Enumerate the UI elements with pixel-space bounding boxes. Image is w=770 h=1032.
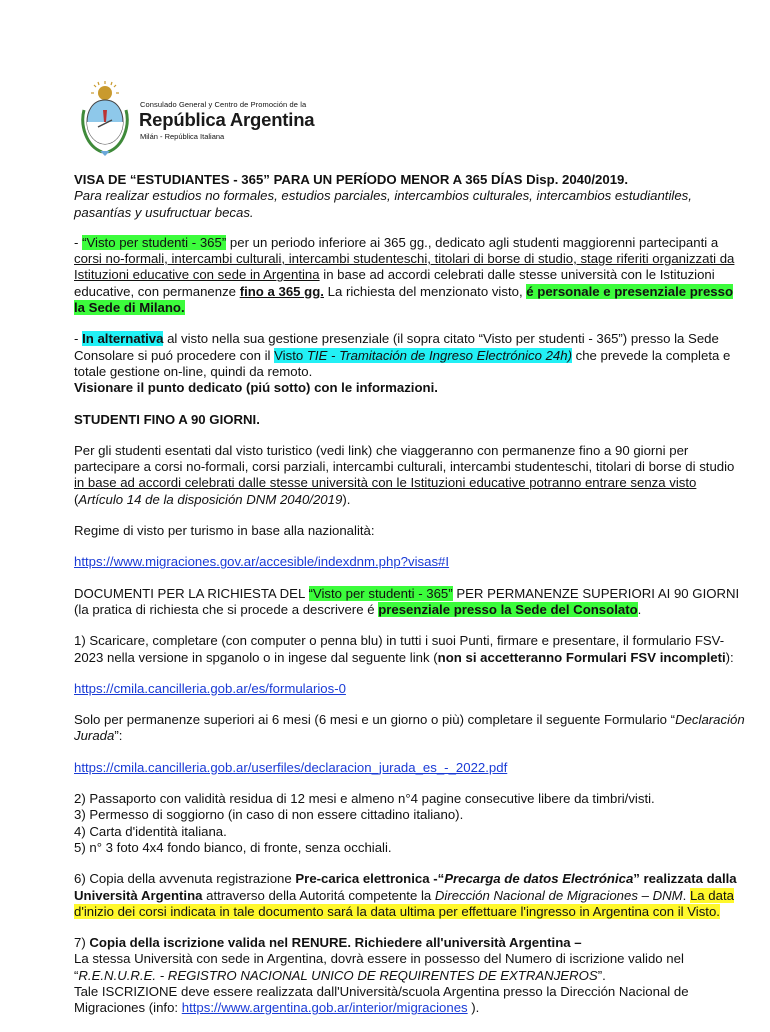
link-formularios[interactable]: https://cmila.cancilleria.gob.ar/es/formularios-0 <box>74 680 346 696</box>
highlight-data-inizio: La data d'inizio dei corsi indicata in tale documento sará la data ultima per effettuare l'ingresso in Argentina con il Visto. <box>74 887 734 919</box>
consulate-location: Milán - República Italiana <box>140 132 225 141</box>
highlight-visto: “Visto per studenti - 365” <box>82 234 227 250</box>
paragraph-form-fsv: 1) Scaricare, completare (con computer o penna blu) in tutti i suoi Punti, firmare e presentare, il formulario FSV-2023 nella versione in spganolo o in ingese dal seguente link (non si accetteranno Formulari FSV incompleti): <box>74 633 734 665</box>
document-title-block <box>74 172 746 221</box>
section-heading-90-days: STUDENTI FINO A 90 GIORNI. <box>74 411 260 427</box>
document-body <box>74 172 746 1032</box>
paragraph-tourism-regime: Regime di visto per turismo in base alla nazionalità: <box>74 523 375 539</box>
list-item: 3) Permesso di soggiorno (in caso di non essere cittadino italiano). <box>74 807 464 823</box>
highlight-alternativa: In alternativa <box>82 331 164 347</box>
link-argentina-migraciones[interactable]: https://www.argentina.gob.ar/interior/migraciones <box>181 1000 468 1016</box>
link-migraciones-visas[interactable]: https://www.migraciones.gov.ar/accesible/indexdnm.php?visas#I <box>74 554 450 570</box>
paragraph-documents: DOCUMENTI PER LA RICHIESTA DEL “Visto per studenti - 365” PER PERMANENZE SUPERIORI AI 90 GIORNI (la pratica di richiesta che si procede a descrivere é presenziale presso la Sede del Consolato. <box>74 585 740 617</box>
document-title: VISA DE “ESTUDIANTES - 365” PARA UN PERÍODO MENOR A 365 DÍAS Disp. 2040/2019. <box>74 172 629 187</box>
paragraph-declaracion: Solo per permanenze superiori ai 6 mesi (6 mesi e un giorno o più) completare il seguente Formulario “Declaración Jurada”: <box>74 712 745 744</box>
list-item: 4) Carta d'identità italiana. <box>74 823 227 839</box>
highlight-tie: TIE - Tramitación de Ingreso Electrónico 24h) <box>306 347 572 363</box>
paragraph-student-visa: - “Visto per studenti - 365” per un periodo inferiore ai 365 gg., dedicato agli studenti maggiorenni partecipanti a corsi no-formali, intercambi culturali, intercambi studenteschi, titolari di borse di studio, stage riferiti organizzati da Istituzioni educative con sede in Argentina in base ad accordi celebrati dalle stesse università con le Istituzioni educative, con permanenze fino a 365 gg. La richiesta del menzionato visto, é personale e presenziale presso la Sede di Milano. <box>74 234 735 316</box>
document-subtitle: Para realizar estudios no formales, estudios parciales, intercambios culturales, intercambios estudiantiles, pasantías y usufructuar becas. <box>74 188 692 220</box>
country-name: República Argentina <box>139 109 315 130</box>
documents-list <box>74 791 746 856</box>
consulate-name: Consulado General y Centro de Promoción de la <box>140 100 307 109</box>
list-item: 5) n° 3 foto 4x4 fondo bianco, di fronte, senza occhiali. <box>74 839 392 855</box>
paragraph-precarga: 6) Copia della avvenuta registrazione Pre-carica elettronica -“Precarga de datos Electrónica” realizzata dalla Università Argentina attraverso della Autoritá competente la Dirección Nacional de Migraciones – DNM. La data d'inizio dei corsi indicata in tale documento sará la data ultima per effettuare l'ingresso in Argentina con il Visto. <box>74 871 737 919</box>
paragraph-90-days: Per gli studenti esentati dal visto turistico (vedi link) che viaggeranno con permanenze fino a 90 giorni per partecipare a corsi no-formali, corsi parziali, intercambi culturali, intercambi studenteschi, titolari di borse di studio in base ad accordi celebrati dalle stesse università con le Istituzioni educative potranno entrare senza visto (Artículo 14 de la disposición DNM 2040/2019). <box>74 442 735 507</box>
list-item: 2) Passaporto con validità residua di 12 mesi e almeno n°4 pagine consecutive libere da timbri/visti. <box>74 791 655 807</box>
highlight-presenziale: é personale e presenziale presso la Sede di Milano. <box>74 283 734 316</box>
paragraph-renure: 7) Copia della iscrizione valida nel RENURE. Richiedere all'università Argentina – La stessa Università con sede in Argentina, dovrà essere in possesso del Numero di iscrizione valido nel “R.E.N.U.R.E. - REGISTRO NACIONAL UNICO DE REQUIRENTES DE EXTRANJEROS”. Tale ISCRIZIONE deve essere realizzata dall'Università/scuola Argentina presso la Dirección Nacional de Migraciones (info: https://www.argentina.gob.ar/interior/migraciones ). <box>74 935 689 1016</box>
consulate-header <box>80 80 340 160</box>
argentina-coat-of-arms-icon <box>80 80 130 158</box>
paragraph-alternative: - In alternativa al visto nella sua gestione presenziale (il sopra citato “Visto per studenti - 365”) presso la Sede Consolare si puó procedere con il Visto TIE - Tramitación de Ingreso Electrónico 24h) che prevede la completa e totale gestione on-line, quindi da remoto. Visionare il punto dedicato (piú sotto) con le informazioni. <box>74 331 731 396</box>
link-declaracion-jurada[interactable]: https://cmila.cancilleria.gob.ar/userfiles/declaracion_jurada_es_-_2022.pdf <box>74 759 508 775</box>
